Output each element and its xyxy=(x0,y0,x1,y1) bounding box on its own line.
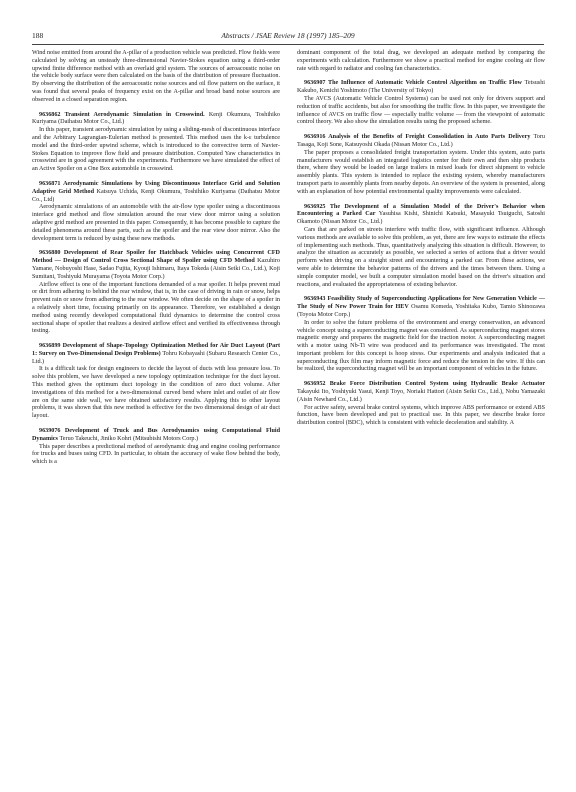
header-rule xyxy=(32,44,544,45)
abstract-number: 9636862 xyxy=(39,111,61,118)
abstract-authors: Takayuki Ito, Yoshiyuki Yasui, Kenji Toyo, Noriaki Hattori (Aisin Seiki Co., Ltd.), Nobu Yamazaki (Aisin Newhard Co., Ltd.) xyxy=(297,389,545,403)
abstract-body: Aerodynamic simulations of an automobile with the air-flow type spoiler using a discontinuous interface grid method and flow simulation around the rear view door mirror using a solution adaptive grid method are presented in this paper. Consequently, it has become possible to capture the detailed phenomena around these parts, such as the spoiler and the rear view door mirror. Also the development term is reduced by using these new methods. xyxy=(32,204,280,242)
abstract-number: 9636925 xyxy=(304,203,326,210)
abstract-title: Analysis of the Benefits of Freight Consolidation in Auto Parts Delivery xyxy=(328,134,531,141)
abstract-body: Airflow effect is one of the important functions demanded of a rear spoiler. It helps prevent mud or dirt from adhering to behind the rear window, that is, in the case of driving in rain or snow, helps prevent rain or snow from adhering to the rear window. We often decide on the shape of a spoiler in a relatively short time, focusing primarily on its appearance. Therefore, we established a design method using recently developed computational fluid dynamics to determine the control cross sectional shape of spoiler that realizes a desired airflow effect and verified its effectiveness through testing. xyxy=(32,281,280,335)
abstract-body: The AVCS (Automatic Vehicle Control Systems) can be used not only for drivers support and reduction of traffic accidents, but also for smoothing the traffic flow. In this paper, we investigate the influence of AVCS on traffic flow — especially traffic volume — from the viewpoint of automatic control theory. We also show the simulation results using the proposed scheme. xyxy=(297,95,545,126)
abstract-entry xyxy=(297,134,545,196)
abstract-entry xyxy=(32,343,280,421)
abstract-entry xyxy=(297,204,545,290)
left-column xyxy=(32,50,280,467)
abstract-number: 9639076 xyxy=(39,428,61,435)
continued-text: dominant component of the total drag, we developed an adequate method by comparing the experiments with calculation. Furthermore we show a practical method for engine cooling air flow rate with regard to radiator and cooling fan characteristics. xyxy=(297,50,545,72)
abstract-entry xyxy=(32,428,280,467)
abstract-body: In this paper, transient aerodynamic simulation by using a sliding-mesh of discontinuous interface and the Arbitrary Lagrangian-Eulerian method is presented. This method uses the k-ε turbulence model and the third-order upwind scheme, which is introduced to the convective term of Navier-Stokes Equation to improve flow field and pressure distribution. Computed Yaw characteristics in crosswind are in good agreement with the experiments. Furthermore we have simulated the effect of an Active Spoiler on a One Box automobile in crosswind. xyxy=(32,127,280,173)
abstract-body: This paper describes a predictional method of aerodynamic drag and engine cooling performance for trucks and buses using CFD. In particular, to obtain the accuracy of wake flow behind the body, which is a xyxy=(32,443,280,466)
abstract-authors: Teruo Takeuchi, Jiniko Kohri (Mitsubishi Motors Corp.) xyxy=(59,435,199,442)
abstract-number: 9636943 xyxy=(304,296,326,303)
abstract-authors: Osamu Komeda, Yoshitaka Kubo, Tamio Shinozawa (Toyota Motor Corp.) xyxy=(297,304,545,318)
abstract-body: It is a difficult task for design engineers to decide the layout of ducts with less pressure loss. To solve this problem, we have developed a new topology optimization technique for the duct layout. This method gives the optimum duct topology in the condition of zero duct volume. After investigations of this method for a two-dimensional curved bend where inlet and outlet of air flow are on the same side wall, we have obtained satisfactory results. Applying this to other layout problems, it was shown that this new method is effective for the two dimensional design of air duct layout. xyxy=(32,366,280,420)
abstract-number: 9636916 xyxy=(304,134,326,141)
abstract-authors: Yasuhisa Kishi, Shinichi Katsuki, Masayuki Tsuiguchi, Satoshi Okamoto (Nissan Motor Co., Ltd.) xyxy=(297,211,545,226)
abstract-entry xyxy=(32,250,280,336)
abstract-entry xyxy=(297,381,545,428)
abstract-title: Development of Shape-Topology Optimization Method for Air Duct Layout (Part 1: Survey on Two-Dimensional Design Problems) xyxy=(32,343,280,357)
running-header xyxy=(32,30,544,42)
abstract-authors: Kazuhiro Yamane, Nobuyoshi Hase, Sadao Fujita, Kyouji Ishimaru, Itaya Tokeda (Aisin Seiki Co., Ltd.), Koji Sumitani, Toshiyuki Murayama (Toyota Motor Corp.) xyxy=(32,258,280,280)
abstract-number: 9636952 xyxy=(304,381,326,388)
page-number: 188 xyxy=(32,31,44,40)
abstract-body: Cars that are parked on streets interfere with traffic flow, with significant influence. Although various methods are available to solve this problem, as yet, there are few ways to estimate the effects of implementing such methods. Thus, quantitatively analyzing this situation is difficult. However, to analyze the situation as accurately as possible, we selected a series of actions that a driver would perform when driving on a straight street and encountering a parked car. From these actions, we were able to determine the behavior patterns of the drivers and the times between them. Using a simple computer model, we built a computer simulation model based on the driver's situation and reactions, and evaluated the appropriateness of existing behavior. xyxy=(297,226,545,288)
continued-abstract xyxy=(297,50,545,73)
abstract-authors: Tohru Kobayashi (Subaru Research Center Co., Ltd.) xyxy=(32,350,280,365)
abstract-title: Development of Truck and Bus Aerodynamics using Computational Fluid Dynamics xyxy=(32,428,280,442)
abstract-number: 9636880 xyxy=(39,250,61,257)
abstract-title: Aerodynamic Simulations by Using Discontinuous Interface Grid and Solution Adaptive Grid Method xyxy=(32,180,280,195)
abstract-entry xyxy=(297,296,545,374)
abstract-number: 9636871 xyxy=(39,180,61,187)
abstract-title: Feasibility Study of Superconducting Applications for New Generation Vehicle — The Study of New Power Train for HEV xyxy=(297,296,545,311)
abstract-authors: Toru Tasaga, Koji Sone, Katsuyoshi Okada (Nissan Motor Co., Ltd.) xyxy=(297,134,545,148)
abstract-entry xyxy=(32,181,280,243)
abstract-title: Brake Force Distribution Control System using Hydraulic Brake Actuator xyxy=(329,381,545,388)
continued-abstract xyxy=(32,50,280,105)
abstract-body: In order to solve the future problems of the environment and energy conservation, an advanced vehicle concept using a superconducting magnet was considered. As superconducting magnet stores magnetic energy and prepares the magnetic field for the traction motor. A superconducting magnet with a motor using Nb-Ti wire was produced and its performance was investigated. The most important problem for this concept is hoop stress. Our experiments and analysis indicated that a superconducting flux film may inform magnetic force and reduce the tension in the wire. If this can be realized, the superconducting magnet will be an important component of vehicles in the future. xyxy=(297,319,545,373)
abstract-authors: Tetsushi Kakubo, Kenichi Yoshimoto (The University of Tokyo) xyxy=(297,80,545,95)
abstract-entry xyxy=(32,112,280,174)
journal-title: Abstracts / JSAE Review 18 (1997) 185–209 xyxy=(221,31,355,40)
abstract-title: The Development of a Simulation Model of the Driver's Behavior when Encountering a Parked Car xyxy=(297,203,545,218)
abstract-number: 9636899 xyxy=(39,343,61,350)
continued-text: Wind noise emitted from around the A-pillar of a production vehicle was predicted. Flow fields were calculated by solving an unsteady three-dimensional Navier-Stokes equation using a third-order upwind finite difference method with an overlaid grid system. The sources of aeroacoustic noise on the vehicle body surface were then calculated on the basis of the distribution of pressure fluctuation. By observing the distribution of the aeroacoustic noise sources and oil flow pattern on the surface, it was found that several peaks of frequency exist on the A-pillar and broad band noise sources are observed in a closed separation region. xyxy=(32,50,280,103)
abstract-title: The Influence of Automatic Vehicle Control Algorithm on Traffic Flow xyxy=(328,80,522,87)
abstract-title: Transient Aerodynamic Simulation in Crosswind. xyxy=(64,111,205,118)
right-column xyxy=(297,50,545,428)
abstract-body: The paper proposes a consolidated freight transportation system. Under this system, auto parts manufacturers would establish an integrated logistics center for their own and then ship products there, where they would be loaded on large trailers in mixed loads for direct shipment to vehicle assembly plants. This system is intended to replace the existing system, whereby manufacturers transport parts to assembly plants from nearby depots. An overview of the system is presented, along with an explanation of how potential environmental quality improvements were calculated. xyxy=(297,149,545,195)
abstract-entry xyxy=(297,80,545,127)
abstract-title: Development of Rear Spoiler for Hatchback Vehicles using Concurrent CFD Method — Design of Control Cross Sectional Shape of Spoiler using CFD Method xyxy=(32,250,280,265)
abstract-authors: Kenji Okumura, Toshihiko Kuriyama (Daihatsu Motor Co., Ltd.) xyxy=(32,111,280,126)
abstract-body: For active safety, several brake control systems, which improve ABS performance or extend ABS function, have been developed and put to practical use. In this paper, we describe brake force distribution control (BDC), which is consistent with vehicle deceleration and stability. A xyxy=(297,404,545,427)
abstract-authors: Katsuya Uchida, Kenji Okumura, Toshihiko Kuriyama (Daihatsu Motor Co., Ltd) xyxy=(32,188,280,203)
abstract-number: 9636907 xyxy=(304,80,326,87)
